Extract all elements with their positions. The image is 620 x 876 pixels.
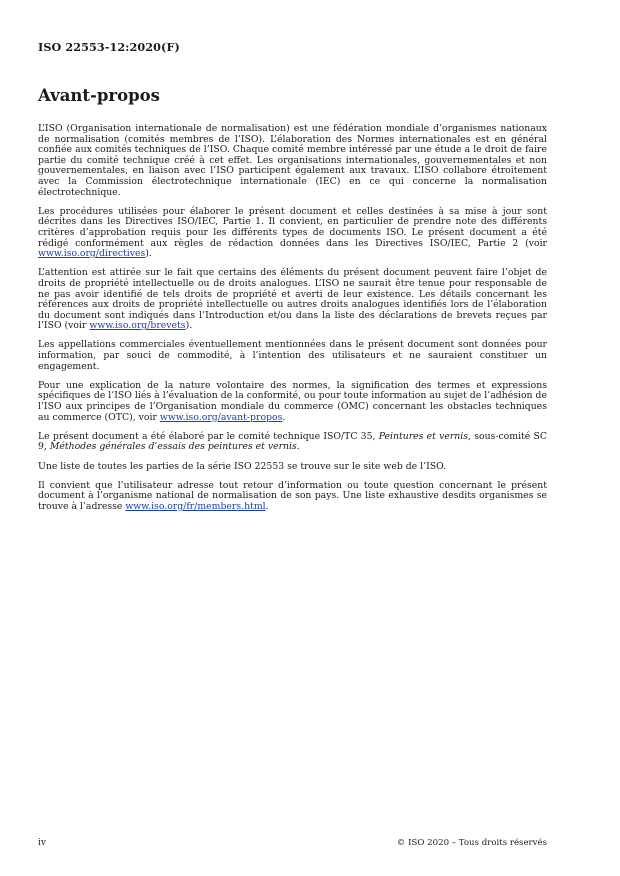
document-id: ISO 22553-12:2020(F) bbox=[38, 40, 180, 54]
subcommittee-title: Méthodes générales d’essais des peintures et vernis bbox=[49, 441, 297, 453]
paragraph-text: Le présent document a été élaboré par le comité technique ISO/TC 35, bbox=[38, 430, 379, 442]
paragraph-series-list: Une liste de toutes les parties de la série ISO 22553 se trouve sur le site web de l’ISO. bbox=[38, 460, 447, 472]
paragraph-feedback bbox=[38, 481, 547, 513]
paragraph-end: ). bbox=[145, 248, 152, 260]
paragraph-trade-names: Les appellations commerciales éventuellement mentionnées dans le présent document sont données pour information, par souci de commodité, à l’intention des utilisateurs et ne sauraient constituer un engagement. bbox=[38, 339, 547, 372]
paragraph-iso-intro: L’ISO (Organisation internationale de normalisation) est une fédération mondiale d’organismes nationaux de normalisation (comités membres de l’ISO). L’élaboration des Normes internationales est en général confiée aux comités techniques de l’ISO. Chaque comité membre intéressé par une étude a le droit de faire partie du comité technique créé à cet effet. Les organisations internationales, gouvernementales et non gouvernementales, en liaison avec l’ISO participent également aux travaux. L’ISO collabore étroitement avec la Commission électrotechnique internationale (IEC) en ce qui concerne la normalisation électrotechnique. bbox=[38, 123, 547, 198]
paragraph-text: Pour une explication de la nature volontaire des normes, la signification des termes et expressions spécifiques de l’ISO liés à l’évaluation de la conformité, ou pour toute information au sujet de l’adhésion de l’ISO aux principes de l’Organisation mondiale du commerce (OMC) concernant les obstacles techniques au commerce (OTC), voir bbox=[38, 379, 547, 423]
paragraph-end: ). bbox=[185, 320, 193, 332]
foreword-body bbox=[38, 124, 547, 521]
paragraph-text: Les procédures utilisées pour élaborer le présent document et celles destinées à sa mise à jour sont décrites dans les Directives ISO/IEC, Partie 1. Il convient, en particulier de prendre note des différents critères d’approbation requis pour les différents types de documents ISO. Le présent document a été rédigé conformément aux règles de rédaction données dans les Directives ISO/IEC, Partie 2 (voir bbox=[38, 205, 547, 249]
committee-title: Peintures et vernis bbox=[378, 430, 469, 442]
patents-link[interactable]: www.iso.org/brevets bbox=[89, 320, 186, 332]
paragraph-text: , sous-comité SC 9, bbox=[38, 430, 547, 453]
directives-link[interactable]: www.iso.org/directives bbox=[38, 248, 146, 260]
paragraph-patents bbox=[38, 268, 547, 332]
page-title: Avant-propos bbox=[38, 86, 160, 105]
foreword-link[interactable]: www.iso.org/avant-propos bbox=[159, 411, 283, 423]
paragraph-committee bbox=[38, 432, 547, 453]
paragraph-end: . bbox=[265, 500, 269, 512]
page-number: iv bbox=[38, 838, 46, 848]
copyright-notice: © ISO 2020 – Tous droits réservés bbox=[396, 838, 547, 848]
members-link[interactable]: www.iso.org/fr/members.html bbox=[125, 500, 266, 512]
paragraph-voluntary-nature bbox=[38, 381, 547, 423]
paragraph-end: . bbox=[296, 441, 300, 453]
paragraph-end: . bbox=[282, 411, 286, 423]
paragraph-text: L’attention est attirée sur le fait que certains des éléments du présent document peuvent faire l’objet de droits de propriété intellectuelle ou de droits analogues. L’ISO ne saurait être tenue pour responsable de ne pas avoir identifié de tels droits de propriété et averti de leur existence. Les détails concernant les références aux droits de propriété intellectuelle ou autres droits analogues identifiés lors de l’élaboration du document sont indiqués dans l’Introduction et/ou dans la liste des déclarations de brevets reçues par l’ISO (voir bbox=[38, 267, 547, 332]
paragraph-text: Il convient que l’utilisateur adresse tout retour d’information ou toute question concernant le présent document à l’organisme national de normalisation de son pays. Une liste exhaustive desdits organismes se trouve à l’adresse bbox=[38, 479, 547, 512]
paragraph-procedures bbox=[38, 207, 547, 260]
